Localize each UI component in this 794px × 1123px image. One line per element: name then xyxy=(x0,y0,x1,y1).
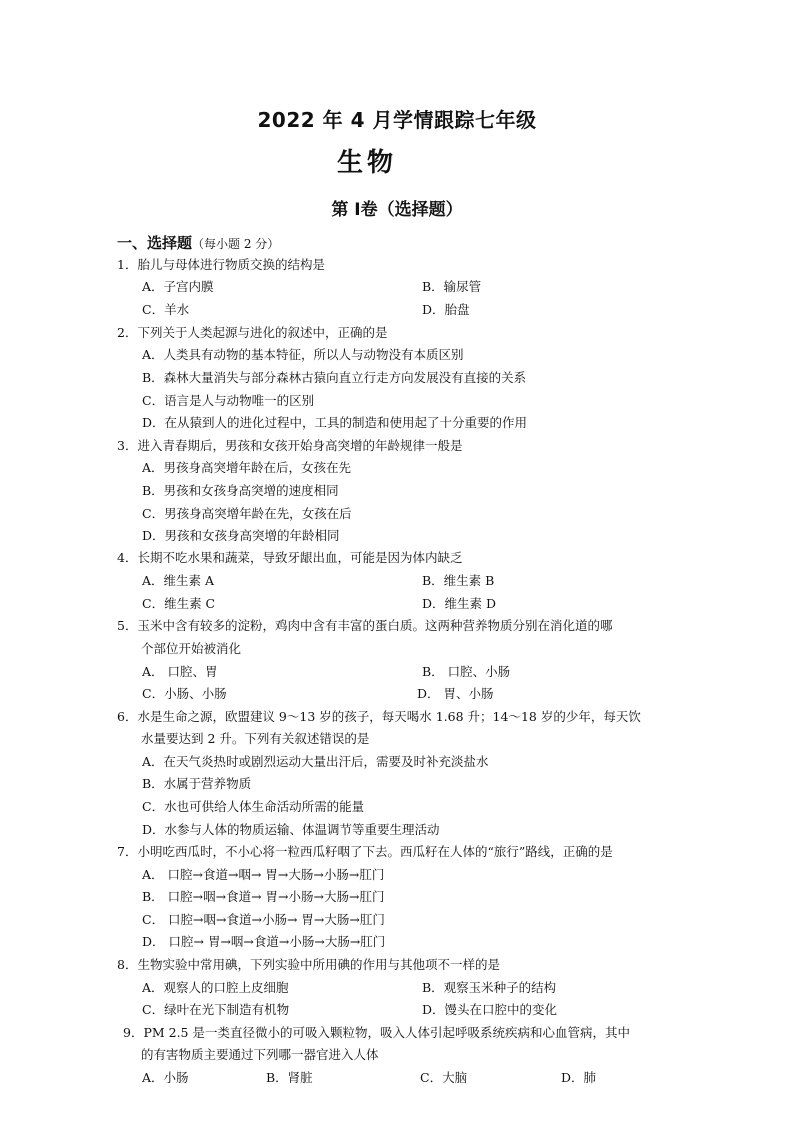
question-5-option-a: A． 口腔、胃 xyxy=(142,664,218,679)
question-6-option-b: B．水属于营养物质 xyxy=(142,776,252,791)
question-1-option-d: D．胎盘 xyxy=(422,302,470,317)
question-3-stem: 3．进入青春期后，男孩和女孩开始身高突增的年龄规律一般是 xyxy=(117,438,463,453)
question-9-option-a: A．小肠 xyxy=(142,1070,189,1085)
question-6-option-a: A．在天气炎热时或剧烈运动大量出汗后，需要及时补充淡盐水 xyxy=(142,754,489,769)
question-9-option-d: D．肺 xyxy=(561,1070,597,1085)
question-4-stem: 4．长期不吃水果和蔬菜，导致牙龈出血，可能是因为体内缺乏 xyxy=(117,550,463,565)
question-7-option-c: C． 口腔→咽→食道→小肠→ 胃→大肠→肛门 xyxy=(142,912,385,927)
section-title: 一、选择题 xyxy=(117,234,193,252)
exam-title: 2022 年 4 月学情跟踪七年级 xyxy=(257,108,537,132)
question-8-option-c: C．绿叶在光下制造有机物 xyxy=(142,1002,290,1017)
question-5-stem-continued: 个部位开始被消化 xyxy=(141,641,242,656)
question-9-option-c: C．大脑 xyxy=(420,1070,468,1085)
question-2-option-b: B．森林大量消失与部分森林古猿向直立行走方向发展没有直接的关系 xyxy=(142,370,527,385)
question-2-stem: 2．下列关于人类起源与进化的叙述中，正确的是 xyxy=(117,325,388,340)
question-3-option-b: B．男孩和女孩身高突增的速度相同 xyxy=(142,483,339,498)
question-6-option-c: C．水也可供给人体生命活动所需的能量 xyxy=(142,799,365,814)
question-2-option-c: C．语言是人与动物唯一的区别 xyxy=(142,393,315,408)
question-5-option-c: C．小肠、小肠 xyxy=(142,686,227,701)
question-3-option-d: D．男孩和女孩身高突增的年龄相同 xyxy=(142,528,340,543)
question-8-option-b: B．观察玉米种子的结构 xyxy=(422,980,557,995)
question-5-option-d: D． 胃、小肠 xyxy=(417,686,494,701)
question-2-option-a: A．人类具有动物的基本特征，所以人与动物没有本质区别 xyxy=(142,347,464,362)
section-note: （每小题 2 分） xyxy=(192,237,280,251)
question-3-option-c: C．男孩身高突增年龄在先，女孩在后 xyxy=(142,506,352,521)
question-7-option-a: A． 口腔→食道→咽→ 胃→大肠→小肠→肛门 xyxy=(142,867,385,882)
section-heading xyxy=(117,232,279,253)
question-6-stem-continued: 水量要达到 2 升。下列有关叙述错误的是 xyxy=(141,731,370,746)
question-4-option-b: B．维生素 B xyxy=(422,573,495,588)
subject-title: 生物 xyxy=(337,148,398,178)
question-4-option-c: C．维生素 C xyxy=(142,596,216,611)
question-8-option-a: A．观察人的口腔上皮细胞 xyxy=(142,980,289,995)
question-4-option-a: A．维生素 A xyxy=(142,573,215,588)
question-9-stem-continued: 的有害物质主要通过下列哪一器官进入人体 xyxy=(141,1047,379,1062)
question-6-stem: 6．水是生命之源，欧盟建议 9～13 岁的孩子，每天喝水 1.68 升；14～18 岁的少年，每天饮 xyxy=(117,709,641,724)
question-7-option-d: D． 口腔→ 胃→咽→食道→小肠→大肠→肛门 xyxy=(142,934,386,949)
question-5-stem: 5．玉米中含有较多的淀粉，鸡肉中含有丰富的蛋白质。这两种营养物质分别在消化道的哪 xyxy=(117,618,613,633)
question-6-option-d: D．水参与人体的物质运输、体温调节等重要生理活动 xyxy=(142,822,440,837)
question-5-option-b: B． 口腔、小肠 xyxy=(422,664,511,679)
question-1-option-c: C．羊水 xyxy=(142,302,190,317)
question-9-stem: 9．PM 2.5 是一类直径微小的可吸入颗粒物，吸入人体引起呼吸系统疾病和心血管病，其中 xyxy=(123,1025,630,1040)
question-1-stem: 1．胎儿与母体进行物质交换的结构是 xyxy=(117,257,325,272)
question-1-option-a: A．子宫内膜 xyxy=(142,279,214,294)
part-title: 第 Ⅰ卷（选择题） xyxy=(331,200,463,220)
question-8-option-d: D．馒头在口腔中的变化 xyxy=(422,1002,558,1017)
question-1-option-b: B．输尿管 xyxy=(422,279,482,294)
question-7-stem: 7．小明吃西瓜时，不小心将一粒西瓜籽咽了下去。西瓜籽在人体的“旅行”路线，正确的是 xyxy=(117,844,613,859)
question-4-option-d: D．维生素 D xyxy=(422,596,497,611)
question-3-option-a: A．男孩身高突增年龄在后，女孩在先 xyxy=(142,460,352,475)
question-8-stem: 8．生物实验中常用碘，下列实验中所用碘的作用与其他项不一样的是 xyxy=(117,957,500,972)
question-7-option-b: B． 口腔→咽→食道→ 胃→小肠→大肠→肛门 xyxy=(142,889,385,904)
question-2-option-d: D．在从猿到人的进化过程中，工具的制造和使用起了十分重要的作用 xyxy=(142,415,528,430)
question-9-option-b: B．肾脏 xyxy=(266,1070,313,1085)
